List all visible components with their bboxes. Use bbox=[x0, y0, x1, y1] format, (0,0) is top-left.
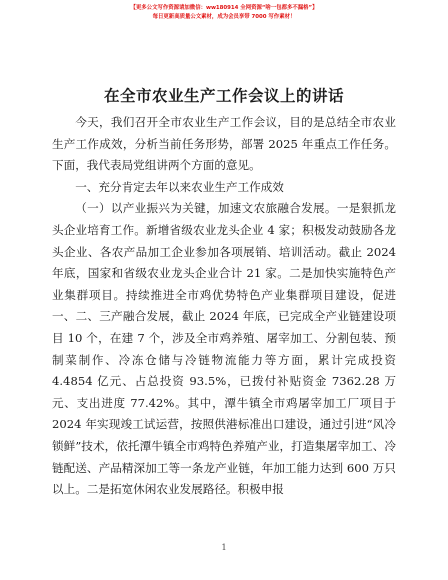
document-body bbox=[52, 112, 396, 501]
promo-banner-line-2: 每日更新高质量公文素材，成为会员享带 7000 写作素材！ bbox=[152, 14, 296, 20]
promo-banner-line-1: 【更多公文写作资源请加微信：ww180914 全网资源“啥一包都多不漏格”】 bbox=[130, 5, 318, 11]
promo-banner bbox=[0, 4, 448, 22]
page-number: 1 bbox=[221, 543, 227, 552]
section-heading-1: 一、充分肯定去年以来农业生产工作成效 bbox=[75, 179, 284, 194]
document-title: 在全市农业生产工作会议上的讲话 bbox=[103, 86, 344, 105]
paragraph-industry: （一）以产业振兴为关键，加速文农旅融合发展。一是狠抓龙头企业培育工作。新增省级农业龙头企业 4 家；积极发动鼓励各龙头企业、各农产品加工企业参加各项展销、培训活动。截止 2024 年底，国家和省级农业龙头企业合计 21 家。二是加快实施特色产业集群项目。持续推进全市鸡优势特色产业集群项目建设，促进一、二、三产融合发展，截止 2024 年底，已完成全产业链建设项目 10 个，在建 7 个，涉及全市鸡养殖、屠宰加工、分割包装、预制菜制作、冷冻仓储与冷链物流能力等方面，累计完成投资 4.4854 亿元、占总投资 93.5%，已拨付补贴资金 7362.28 万元、支出进度 77.42%。其中，潭牛镇全市鸡屠宰加工厂项目于 2024 年实现竣工试运营，按照供港标准出口建设，通过引进“风冷锁鲜”技术，依托潭牛镇全市鸡特色养殖产业，打造集屠宰加工、冷链配送、产品精深加工等一条龙产业链，年加工能力达到 600 万只以上。二是拓宽休闲农业发展路径。积极申报 bbox=[52, 201, 396, 497]
paragraph-intro: 今天，我们召开全市农业生产工作会议，目的是总结全市农业生产工作成效，分析当前任务形势，部署 2025 年重点工作任务。下面，我代表局党组讲两个方面的意见。 bbox=[52, 115, 396, 173]
